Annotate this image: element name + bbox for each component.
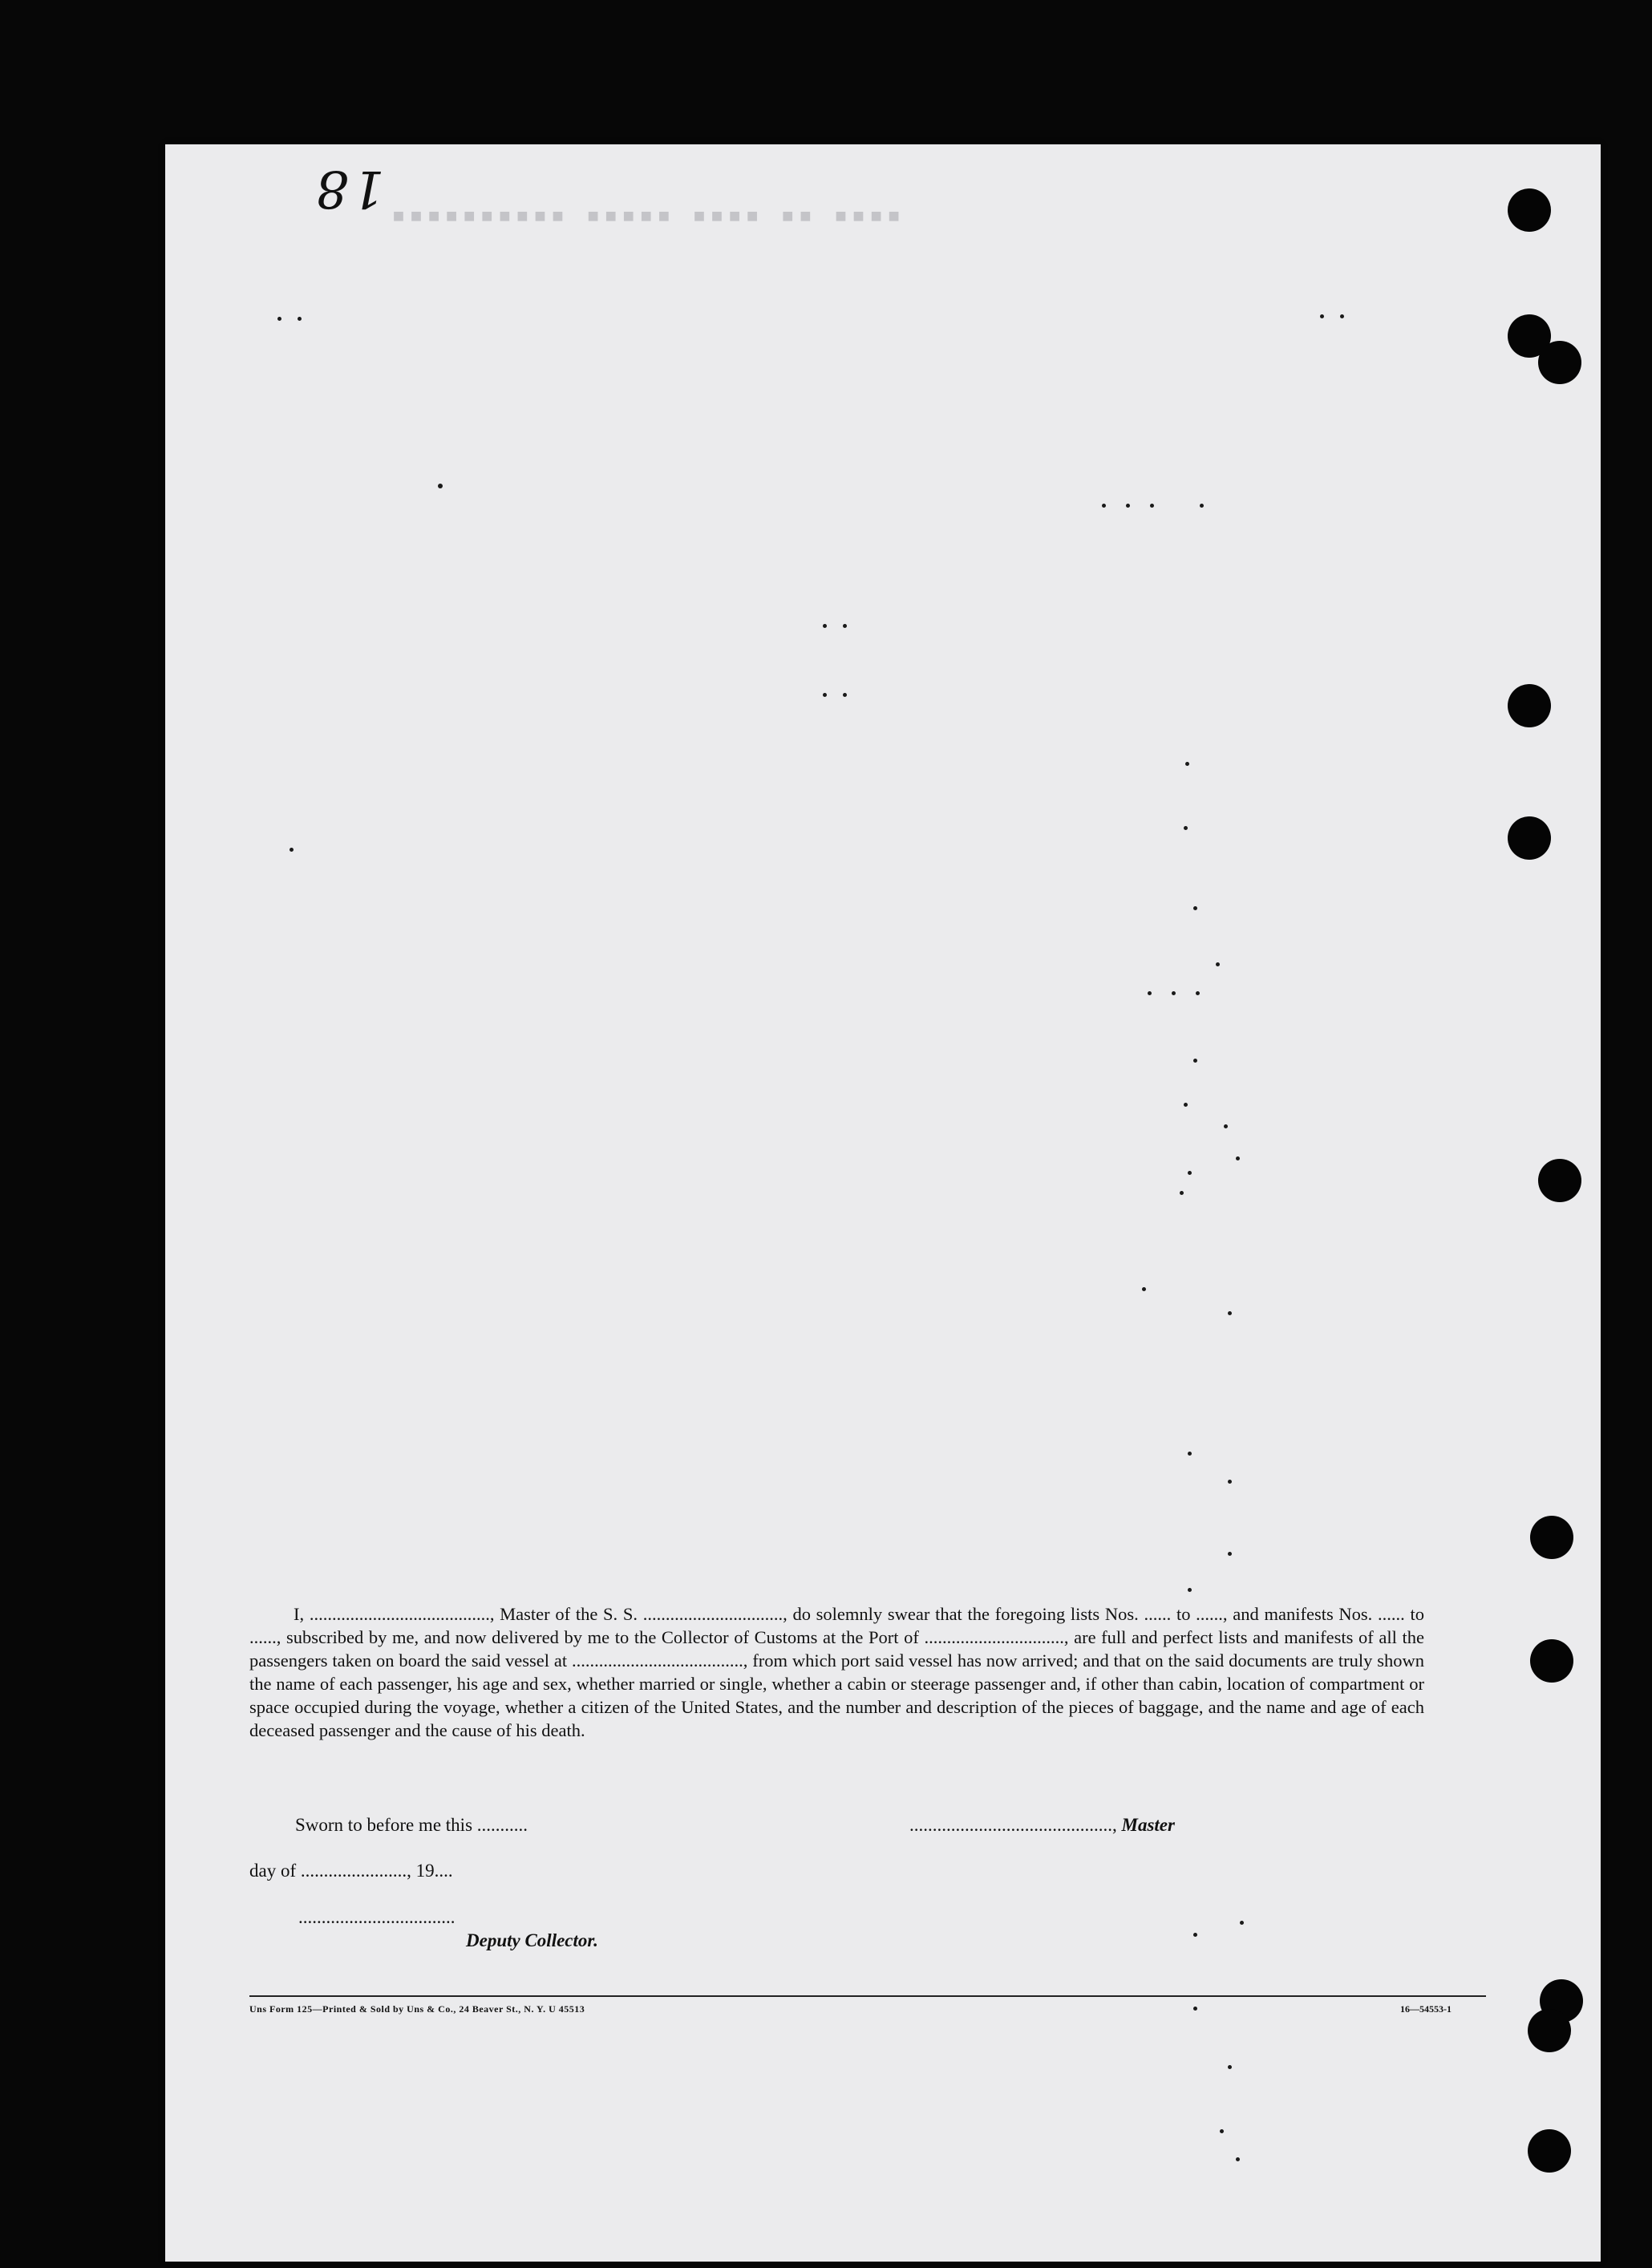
- speck: [1228, 1480, 1232, 1484]
- speck: [843, 693, 847, 697]
- collector-signature-dots: ..................................: [298, 1907, 456, 1927]
- speck: [1188, 1452, 1192, 1456]
- sworn-line: Sworn to before me this ...........: [295, 1815, 528, 1835]
- speck: [1142, 1287, 1146, 1291]
- day-of-line: day of ......................., 19....: [249, 1861, 453, 1881]
- speck: [1220, 2129, 1224, 2133]
- speck: [1193, 906, 1197, 910]
- speck: [1185, 762, 1189, 766]
- speck: [438, 484, 443, 488]
- speck: [1240, 1921, 1244, 1925]
- speck: [823, 693, 827, 697]
- speck: [1172, 991, 1176, 995]
- speck: [1180, 1191, 1184, 1195]
- footer-rule: [249, 1995, 1486, 1997]
- speck: [1184, 1103, 1188, 1107]
- page-number: 18: [313, 159, 385, 218]
- speck: [1216, 962, 1220, 966]
- bleed-through-heading: ▪▪▪▪ ▪▪ ▪▪▪▪ ▪▪▪▪▪ ▪▪▪▪▪▪▪▪▪▪: [388, 204, 901, 232]
- speck: [1193, 2007, 1197, 2011]
- speck: [1236, 2157, 1240, 2161]
- punch-hole: [1508, 684, 1551, 727]
- speck: [290, 848, 294, 852]
- punch-hole: [1530, 1516, 1573, 1559]
- speck: [1184, 826, 1188, 830]
- speck: [1228, 1311, 1232, 1315]
- master-label: Master: [1121, 1815, 1175, 1835]
- speck: [823, 624, 827, 628]
- punch-hole: [1528, 2129, 1571, 2173]
- master-signature-line: [909, 1815, 1175, 1836]
- speck: [1188, 1171, 1192, 1175]
- speck: [1200, 504, 1204, 508]
- speck: [1148, 991, 1152, 995]
- speck: [1228, 1552, 1232, 1556]
- speck: [1193, 1059, 1197, 1063]
- speck: [1340, 314, 1344, 318]
- speck: [1196, 991, 1200, 995]
- speck: [1193, 1933, 1197, 1937]
- speck: [1224, 1124, 1228, 1128]
- speck: [843, 624, 847, 628]
- speck: [1228, 2065, 1232, 2069]
- speck: [1320, 314, 1324, 318]
- speck: [1236, 1156, 1240, 1160]
- punch-hole: [1508, 188, 1551, 232]
- oath-text: I, ........................................, Master of the S. S. ..............................., do solemnly swear that the foregoing lists Nos. ...... to ......, and manifests Nos. ...... to ......, subscribed by me, and now delivered by me to the Collector of Customs at the Port of ..............................., are full and perfect lists and manifests of all the passengers taken on board the said vessel at ......................................, from which port said vessel has now arrived; and that on the said documents are truly shown the name of each passenger, his age and sex, whether married or single, whether a cabin or steerage passenger and, if other than cabin, location of compartment or space occupied during the voyage, whether a citizen of the United States, and the number and description of the pieces of baggage, and the name and age of each deceased passenger and the cause of his death.: [249, 1604, 1424, 1740]
- speck: [1150, 504, 1154, 508]
- punch-hole: [1528, 2009, 1571, 2052]
- punch-hole: [1508, 816, 1551, 860]
- punch-hole: [1538, 1159, 1581, 1202]
- master-oath-paragraph: [249, 1602, 1424, 1742]
- deputy-collector-label: Deputy Collector.: [466, 1930, 598, 1950]
- manifest-page: [165, 144, 1601, 2262]
- speck: [1102, 504, 1106, 508]
- punch-hole: [1530, 1639, 1573, 1683]
- form-number: 16—54553-1: [1400, 2003, 1452, 2015]
- master-signature-dots: ............................................,: [909, 1815, 1117, 1835]
- printer-imprint: Uns Form 125—Printed & Sold by Uns & Co., 24 Beaver St., N. Y. U 45513: [249, 2003, 585, 2015]
- speck: [1126, 504, 1130, 508]
- punch-hole: [1538, 341, 1581, 384]
- speck: [298, 317, 302, 321]
- speck: [1188, 1588, 1192, 1592]
- speck: [277, 317, 281, 321]
